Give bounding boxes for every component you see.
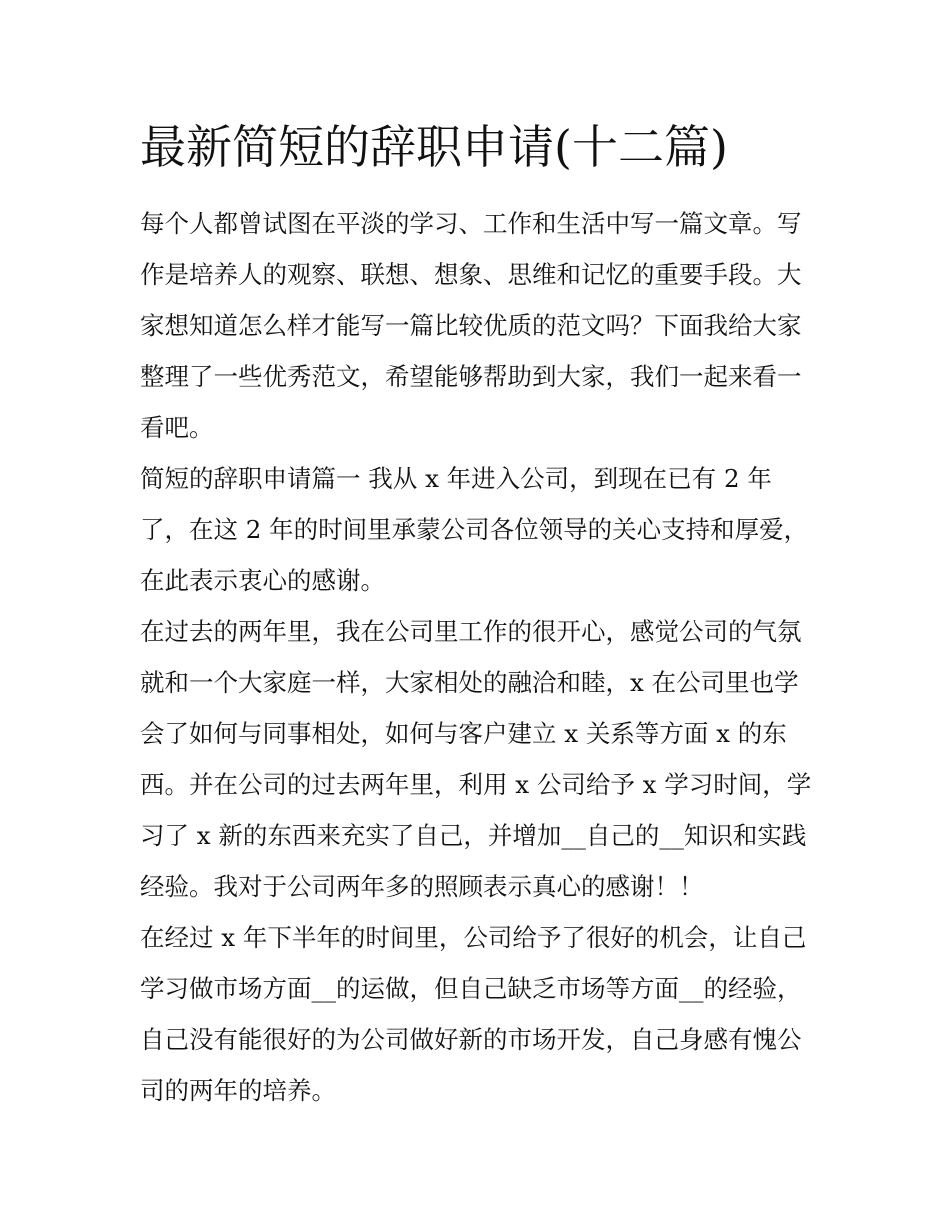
text-line: 了，在这 2 年的时间里承蒙公司各位领导的关心支持和厚爱，: [140, 515, 809, 544]
text-line: 习了 x 新的东西来充实了自己，并增加__自己的__知识和实践: [140, 821, 807, 850]
text-line: 看吧。: [140, 413, 214, 442]
text-line: 在经过 x 年下半年的时间里，公司给予了很好的机会，让自己: [140, 923, 807, 952]
text-line: 简短的辞职申请篇一 我从 x 年进入公司，到现在已有 2 年: [140, 464, 772, 493]
text-line: 就和一个大家庭一样，大家相处的融洽和睦，x 在公司里也学: [140, 668, 799, 697]
text-line: 司的两年的培养。: [140, 1076, 336, 1105]
text-line: 学习做市场方面__的运做，但自己缺乏市场等方面__的经验，: [140, 974, 802, 1003]
text-line: 在过去的两年里，我在公司里工作的很开心，感觉公司的气氛: [140, 617, 802, 646]
text-line: 自己没有能很好的为公司做好新的市场开发，自己身感有愧公: [140, 1025, 802, 1054]
text-line: 在此表示衷心的感谢。: [140, 566, 385, 595]
text-line: 家想知道怎么样才能写一篇比较优质的范文吗？下面我给大家: [140, 311, 802, 340]
text-line: 会了如何与同事相处，如何与客户建立 x 关系等方面 x 的东: [140, 719, 787, 748]
text-line: 每个人都曾试图在平淡的学习、工作和生活中写一篇文章。写: [140, 209, 802, 238]
text-line: 作是培养人的观察、联想、想象、思维和记忆的重要手段。大: [140, 260, 802, 289]
text-line: 经验。我对于公司两年多的照顾表示真心的感谢！！: [140, 872, 704, 901]
text-line: 整理了一些优秀范文，希望能够帮助到大家，我们一起来看一: [140, 362, 802, 391]
document-title: 最新简短的辞职申请(十二篇): [140, 120, 728, 174]
text-line: 西。并在公司的过去两年里，利用 x 公司给予 x 学习时间，学: [140, 770, 812, 799]
document-body: [140, 198, 816, 1116]
